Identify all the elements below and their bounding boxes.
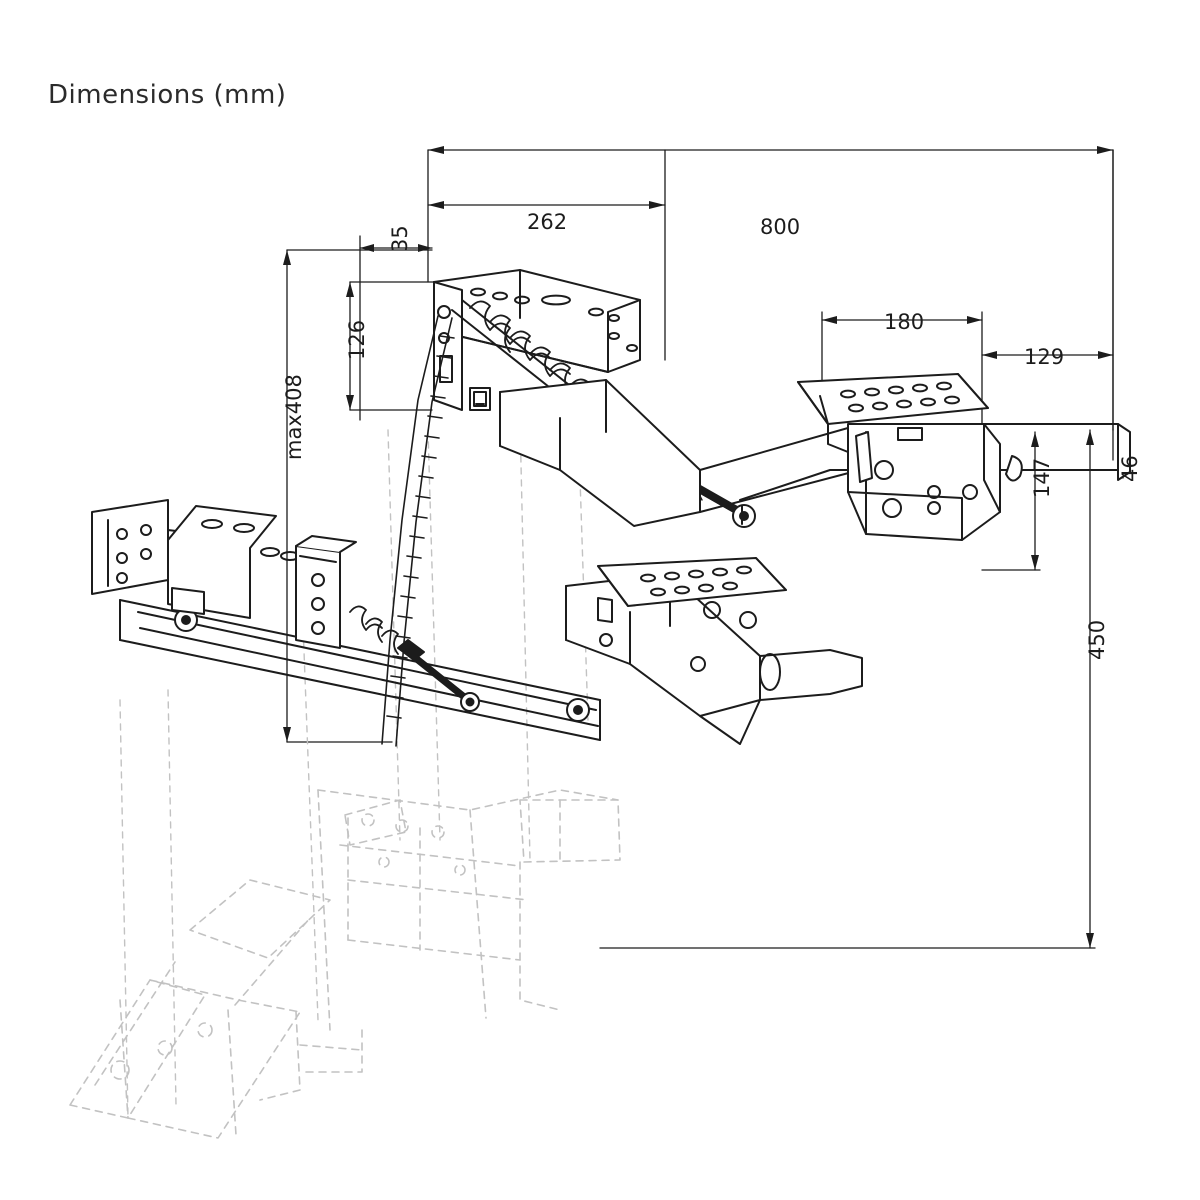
- dim-label-147: 147: [1030, 457, 1054, 498]
- dim-label-450: 450: [1085, 619, 1109, 660]
- dim-label-180: 180: [884, 310, 925, 334]
- dim-label-262: 262: [527, 210, 568, 234]
- lower-mechanism: [92, 500, 862, 744]
- page-title: Dimensions (mm): [48, 80, 287, 110]
- dimension-lines: [283, 146, 1127, 948]
- dim-label-800: 800: [760, 215, 801, 239]
- dim-label-126: 126: [345, 319, 369, 360]
- dim-label-129: 129: [1024, 345, 1065, 369]
- lower-coil-spring: [350, 606, 398, 654]
- dim-label-35: 35: [388, 225, 412, 252]
- dim-label-46: 46: [1118, 455, 1142, 482]
- ghost-assembly-lowered: [70, 790, 620, 1138]
- dim-label-max408: max408: [282, 374, 306, 460]
